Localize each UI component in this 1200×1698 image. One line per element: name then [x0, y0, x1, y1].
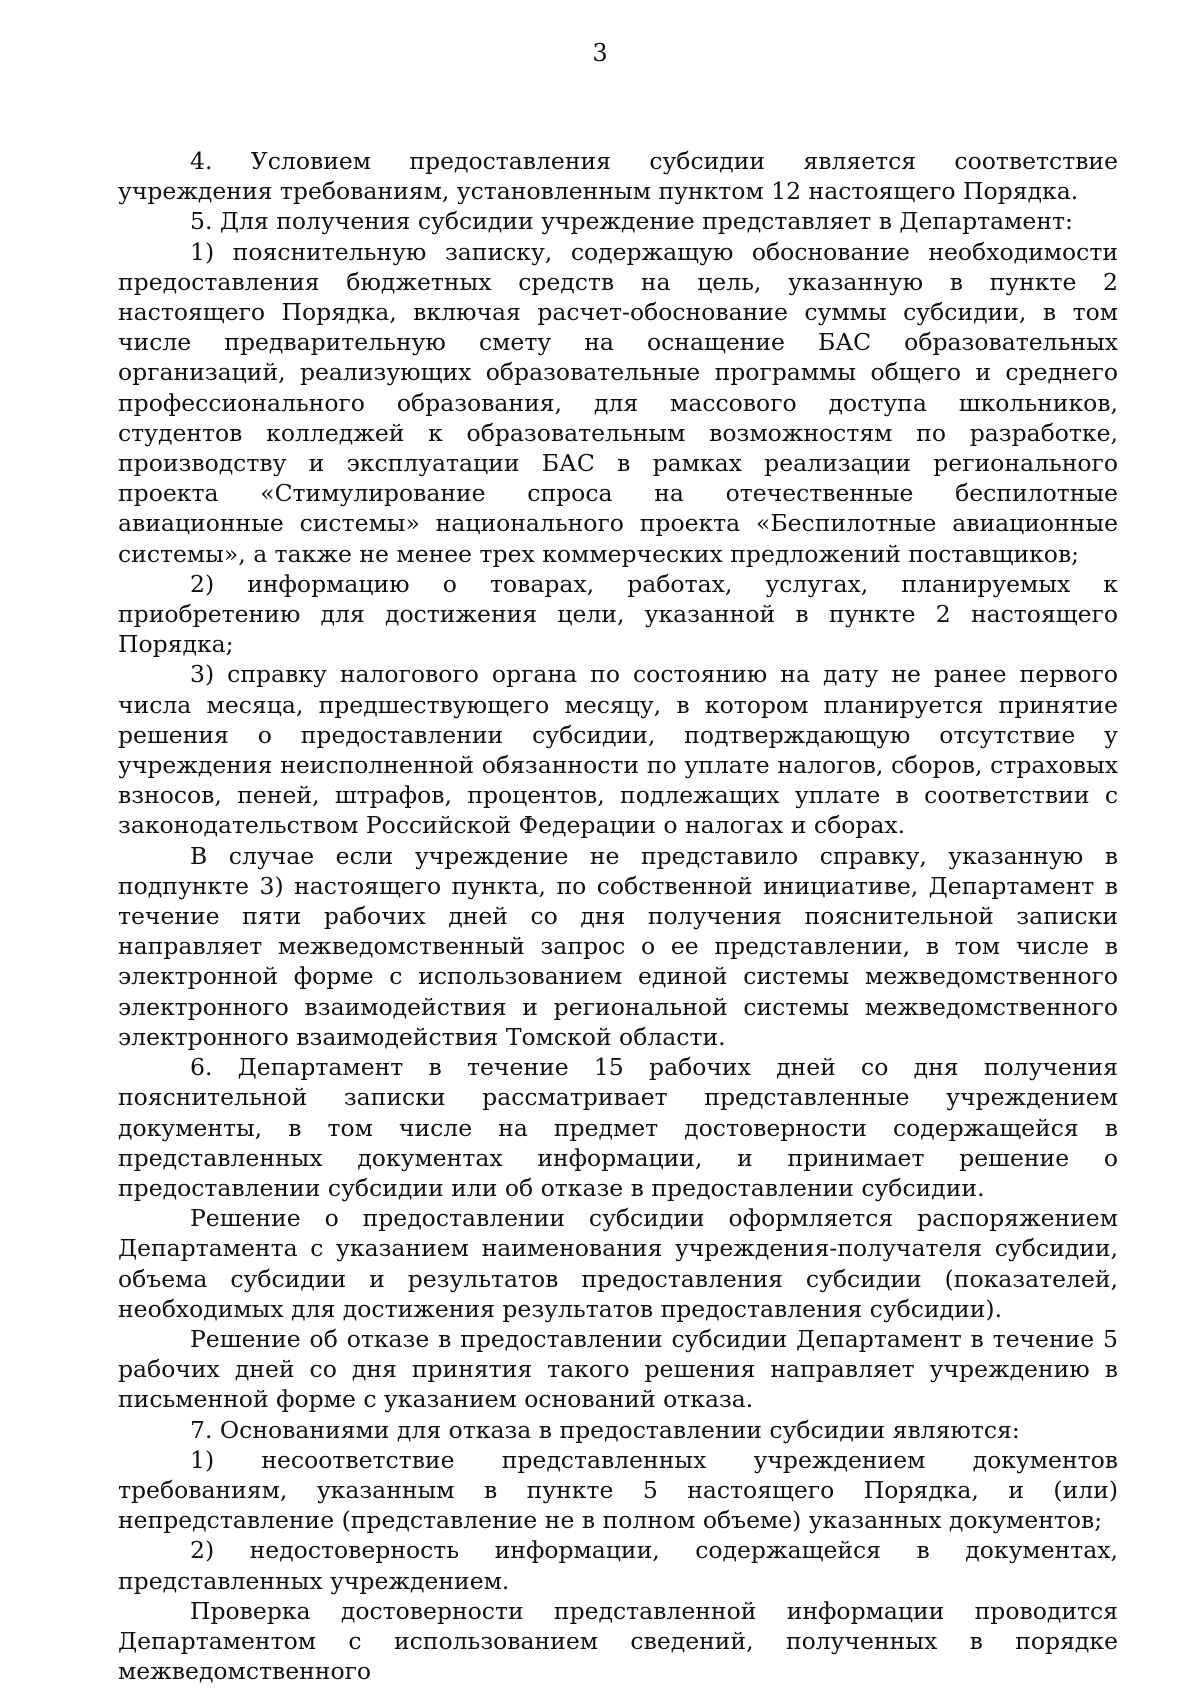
paragraph-subitem-7-1: 1) несоответствие представленных учреждением документов требованиям, указанным в пункте 5 настоящего Порядка, и (или) непредставление (представление не в полном объеме) указанных документов;	[118, 1445, 1118, 1535]
document-body	[118, 146, 1118, 1686]
paragraph-item-5: 5. Для получения субсидии учреждение представляет в Департамент:	[190, 207, 1073, 236]
paragraph-subitem-5-1: 1) пояснительную записку, содержащую обоснование необходимости предоставления бюджетных средств на цель, указанную в пункте 2 настоящего Порядка, включая расчет-обоснование суммы субсидии, в том числе предварительную смету на оснащение БАС образовательных организаций, реализующих образовательные программы общего и среднего профессионального образования, для массового доступа школьников, студентов колледжей к образовательным возможностям по разработке, производству и эксплуатации БАС в рамках реализации регионального проекта «Стимулирование спроса на отечественные беспилотные авиационные системы» национального проекта «Беспилотные авиационные системы», а также не менее трех коммерческих предложений поставщиков;	[118, 237, 1118, 568]
paragraph-subitem-7-2: 2) недостоверность информации, содержащейся в документах, представленных учреждением.	[118, 1536, 1118, 1595]
paragraph-decision-refusal: Решение об отказе в предоставлении субсидии Департамент в течение 5 рабочих дней со дня принятия такого решения направляет учреждению в письменной форме с указанием оснований отказа.	[118, 1324, 1118, 1414]
paragraph-item-7: 7. Основаниями для отказа в предоставлении субсидии являются:	[190, 1415, 1020, 1444]
paragraph-subitem-5-3: 3) справку налогового органа по состоянию на дату не ранее первого числа месяца, предшествующего месяцу, в котором планируется принятие решения о предоставлении субсидии, подтверждающую отсутствие у учреждения неисполненной обязанности по уплате налогов, сборов, страховых взносов, пеней, штрафов, процентов, подлежащих уплате в соответствии с законодательством Российской Федерации о налогах и сборах.	[118, 660, 1118, 840]
page-number: 3	[592, 39, 608, 67]
paragraph-item-6: 6. Департамент в течение 15 рабочих дней со дня получения пояснительной записки рассматривает представленные учреждением документы, в том числе на предмет достоверности содержащейся в представленных документах информации, и принимает решение о предоставлении субсидии или об отказе в предоставлении субсидии.	[118, 1053, 1118, 1202]
paragraph-item-4: 4. Условием предоставления субсидии является соответствие учреждения требованиям, установленным пунктом 12 настоящего Порядка.	[118, 147, 1118, 206]
paragraph-decision-grant: Решение о предоставлении субсидии оформляется распоряжением Департамента с указанием наименования учреждения-получателя субсидии, объема субсидии и результатов предоставления субсидии (показателей, необходимых для достижения результатов предоставления субсидии).	[118, 1204, 1118, 1323]
paragraph-interagency-request: В случае если учреждение не представило справку, указанную в подпункте 3) настоящего пункта, по собственной инициативе, Департамент в течение пяти рабочих дней со дня получения пояснительной записки направляет межведомственный запрос о ее представлении, в том числе в электронной форме с использованием единой системы межведомственного электронного взаимодействия и региональной системы межведомственного электронного взаимодействия Томской области.	[118, 841, 1118, 1051]
paragraph-verification: Проверка достоверности представленной информации проводится Департаментом с использованием сведений, полученных в порядке межведомственного	[118, 1596, 1118, 1686]
paragraph-subitem-5-2: 2) информацию о товарах, работах, услугах, планируемых к приобретению для достижения цели, указанной в пункте 2 настоящего Порядка;	[118, 569, 1118, 659]
